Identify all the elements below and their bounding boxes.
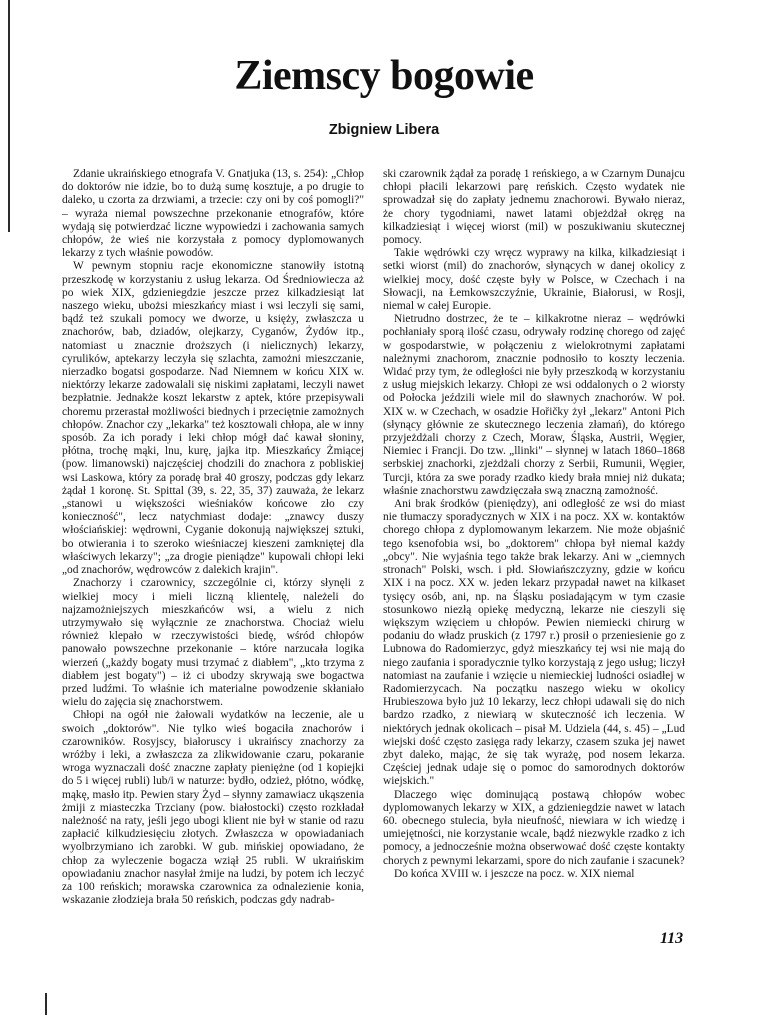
left-column <box>62 168 364 907</box>
paragraph: Zdanie ukraińskiego etnografa V. Gnatjuka (13, s. 254): „Chłop do doktorów nie idzie, bo to dużą sumę kosztuje, a po drugie to daleko, u czorta za drzwiami, a trzecie: czy oni by coś pomogli?" – wyraża niemal powszechne przekonanie etnografów, które wydają się potwierdzać liczne wypowiedzi i zachowania samych chłopów, że wieś nie korzystała z pomocy dyplomowanych lekarzy z tych właśnie powodów. <box>62 168 364 260</box>
paragraph: W pewnym stopniu racje ekonomiczne stanowiły istotną przeszkodę w korzystaniu z usług lekarza. Od Średniowiecza aż po wiek XIX, gdzieniegdzie jeszcze przez kilkadziesiąt lat naszego wieku, ubożsi mieszkańcy miast i wsi leczyli się sami, bądź też szukali pomocy we dworze, u księży, zwłaszcza u znachorów, bab, dziadów, olejkarzy, Cyganów, Żydów itp., natomiast u znacznie droższych (i nielicznych) lekarzy, cyrulików, aptekarzy leczyła się szlachta, zamożni mieszczanie, nierzadko bogatsi gospodarze. Nad Niemnem w końcu XIX w. niektórzy lekarze zadowalali się niskimi zapłatami, leczyli nawet bezpłatnie. Jednakże koszt lekarstw z aptek, które przepisywali choremu przerastał możliwości biednych i przeciętnie zamożnych chłopów. Znachor czy „lekarka" też kosztowali chłopa, ale w inny sposób. Za ich porady i leki chłop mógł dać kawał słoniny, płótna, trochę mąki, lnu, kurę, jajka itp. Mieszkańcy Żmiącej (pow. limanowski) najczęściej chodzili do znachora z pobliskiej wsi Laskowa, który za poradę brał 40 groszy, podczas gdy lekarz żądał 1 koronę. St. Spittal (39, s. 22, 35, 37) zauważa, że lekarz „stanowi u większości wieśniaków końcowe zło czy konieczność", lecz natychmiast dodaje: „znawcy duszy włościańskiej: wędrowni, Cyganie dokonują największej sztuki, bo otwierania i to szeroko wieśniaczej kieszeni zamkniętej dla właściwych lekarzy"; „za drogie pieniądze" kupowali chłopi leki „od znachorów, wędrowców z dalekich krajin". <box>62 260 364 577</box>
paragraph: Znachorzy i czarownicy, szczególnie ci, którzy słynęli z wielkiej mocy i mieli liczną klientelę, należeli do najzamożniejszych mieszkańców wsi, a wielu z nich utrzymywało się wyłącznie ze znachorstwa. Chociaż wielu również klepało w rzeczywistości biedę, wśród chłopów panowało powszechne przekonanie – które narzucała logika wierzeń („każdy bogaty musi trzymać z diabłem", „kto trzyma z diabłem jest bogaty") – iż ci ubodzy skrywają swe bogactwa przed ludźmi. To właśnie ich materialne powodzenie skłaniało wielu do zajęcia się znachorstwem. <box>62 577 364 709</box>
scan-mark <box>45 993 47 1015</box>
page-number: 113 <box>660 930 684 947</box>
paragraph: Ani brak środków (pieniędzy), ani odległość ze wsi do miast nie tłumaczy sporadycznych w XIX i na pocz. XX w. kontaktów chorego chłopa z dyplomowanym lekarzem. Nie może objaśnić tego ksenofobia wsi, bo „doktorem" chłopa był niemal każdy „obcy". Nie wyjaśnia tego także brak lekarzy. Ani w „ciemnych stronach" Polski, wsch. i płd. Słowiańszczyzny, gdzie w końcu XIX i na pocz. XX w. jeden lekarz przypadał nawet na kilkaset tysięcy osób, ani, np. na Śląsku posiadającym w tym czasie stosunkowo niezłą opiekę medyczną, lekarze nie cieszyli się większym wzięciem u chłopów. Pewien niemiecki chirurg w podaniu do władz pruskich (z 1797 r.) prosił o przeniesienie go z Lubnowa do Radomierzyc, gdyż mieszkańcy tej wsi nie mają do niego zaufania i sporadycznie tylko korzystają z jego usług; liczył natomiast na zaufanie i wzięcie u niemieckiej ludności osiadłej w Radomierzycach. Na początku naszego wieku w okolicy Hrubieszowa było już 10 lekarzy, lecz chłopi udawali się do nich bardzo rzadko, z niewiarą w skuteczność ich leczenia. W niektórych jednak okolicach – pisał M. Udziela (44, s. 45) – „Lud wiejski dość często zasięga rady lekarzy, czasem szuka jej nawet zbyt daleko, mając, że się tak wyrażę, pod nosem lekarza. Częściej jednak udaje się o pomoc do samorodnych doktorów wiejskich." <box>383 498 685 788</box>
paragraph-continued: ski czarownik żądał za poradę 1 reńskiego, a w Czarnym Dunajcu chłopi płacili lekarzowi parę reńskich. Często wydatek nie sprowadzał się do zapłaty jednemu znachorowi. Bywało nieraz, że chory tygodniami, nawet latami objeżdżał okręg na kilkadziesiąt i więcej wiorst (mil) w poszukiwaniu skutecznej pomocy. <box>383 168 685 247</box>
article-title: Ziemscy bogowie <box>234 53 534 99</box>
scan-edge-line <box>8 0 10 232</box>
paragraph: Do końca XVIII w. i jeszcze na pocz. w. XIX niemal <box>394 867 635 880</box>
paragraph: Takie wędrówki czy wręcz wyprawy na kilka, kilkadziesiąt i setki wiorst (mil) do znachorów, słynących w danej okolicy z wielkiej mocy, dość częste były w Polsce, w Czechach i na Słowacji, na Łemkowszczyźnie, Ukrainie, Białorusi, w Rosji, niemal w całej Europie. <box>383 247 685 313</box>
paragraph: Dlaczego więc dominującą postawą chłopów wobec dyplomowanych lekarzy w XIX, a gdzieniegdzie nawet w latach 60. obecnego stulecia, była nieufność, niewiara w ich wiedzę i umiejętności, nie korzystanie wcale, bądź niezwykle rzadko z ich pomocy, a jednocześnie można obserwować dość częste kontakty chorych z pewnymi lekarzami, spore do nich zaufanie i szacunek? <box>383 788 685 867</box>
article-author: Zbigniew Libera <box>328 122 440 138</box>
paragraph: Chłopi na ogół nie żałowali wydatków na leczenie, ale u swoich „doktorów". Nie tylko wieś bogaciła znachorów i czarowników. Rosyjscy, białoruscy i ukraińscy znachorzy za wróżby i leki, a zwłaszcza za zlikwidowanie czaru, pokaranie wroga wyznaczali dość znaczne zapłaty pieniężne (od 1 kopiejki do 5 i więcej rubli) lub/i w naturze: bydło, odzież, płótno, wódkę, mąkę, masło itp. Pewien stary Żyd – słynny zamawiacz ukąszenia żmiji z miasteczka Trzciany (pow. białostocki) często rozkładał należność na raty, jeśli jego ubogi klient nie był w stanie od razu zapłacić kilkudziesięciu złotych. Zwłaszcza w opowiadaniach wyolbrzymiano ich zarobki. W gub. mińskiej opowiadano, że chłop za wyleczenie bogacza wziął 25 rubli. W ukraińskim opowiadaniu znachor nasyłał żmije na ludzi, by potem ich leczyć za 100 reńskich; morawska czarownica za odnalezienie konia, wskazanie złodzieja brała 50 reńskich, podczas gdy nadrab- <box>62 709 364 907</box>
right-column <box>383 168 685 881</box>
paragraph: Nietrudno dostrzec, że te – kilkakrotne nieraz – wędrówki pochłaniały sporą ilość czasu, odrywały rodzinę chorego od zajęć w gospodarstwie, w połączeniu z wielokrotnymi zapłatami należnymi znachorom, znacznie podnosiło to koszty leczenia. Widać przy tym, że odległości nie były przeszkodą w korzystaniu z usług miejskich lekarzy. Chłopi ze wsi oddalonych o 2 wiorsty od Połocka jeździli wiele mil do sławnych znachorów. W poł. XIX w. w Czechach, w osadzie Hořičky żył „lekarz" Antoni Pich (słynący głównie ze skutecznego leczenia złamań), do którego przyjeżdżali chorzy z Czech, Moraw, Śląska, Austrii, Węgier, Niemiec i Francji. Do tzw. „llinki" – słynnej w latach 1860–1868 serbskiej znachorki, zjeżdżali chorzy z Serbii, Rumunii, Węgier, Turcji, która za swe porady rzadko kiedy brała mniej niż dukata; właśnie znachorstwu zawdzięczała swą znaczną zamożność. <box>383 313 685 497</box>
